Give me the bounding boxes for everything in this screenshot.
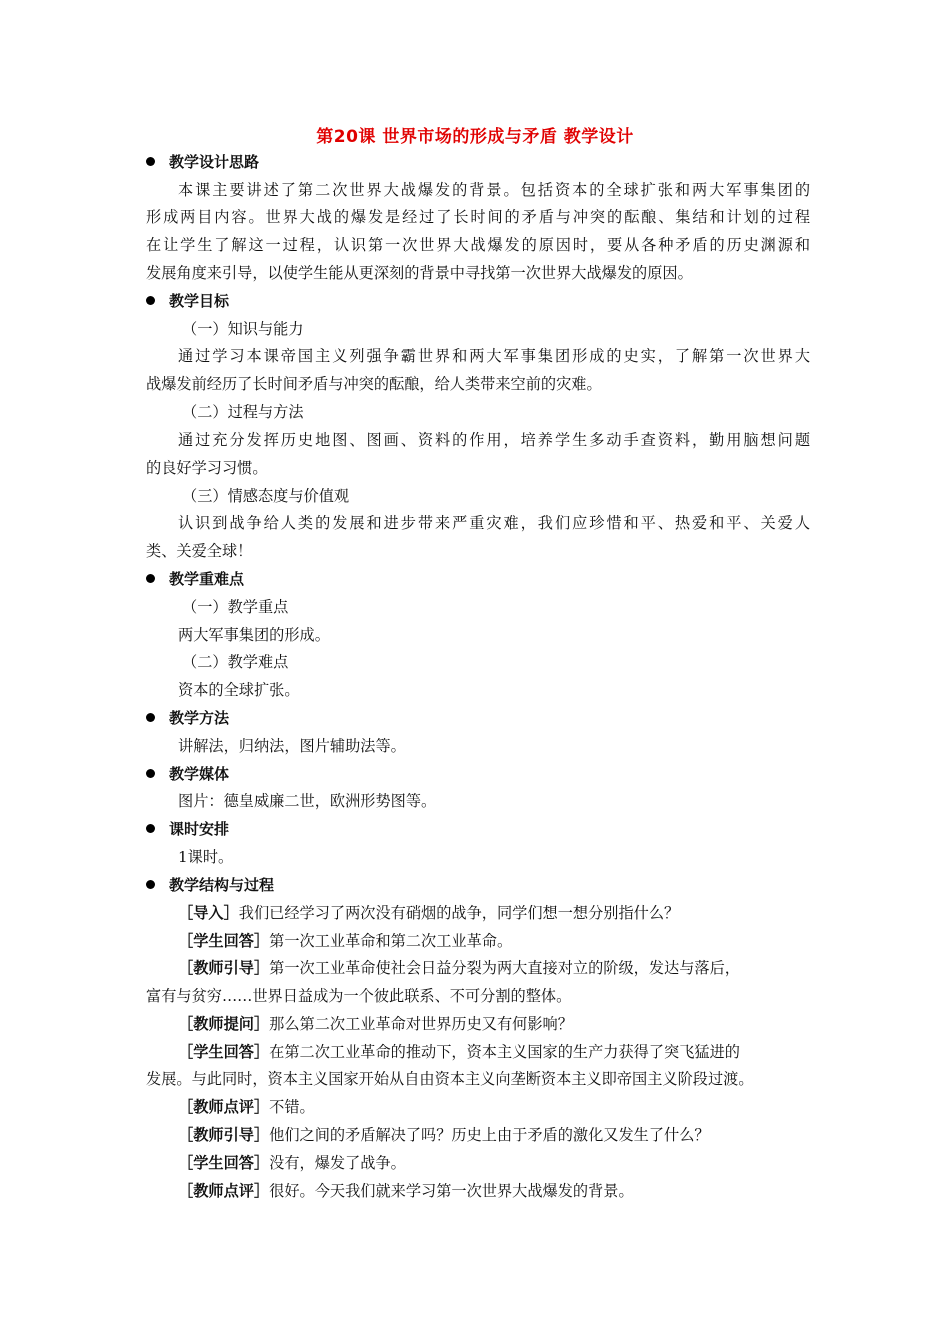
document-title: 第20课 世界市场的形成与矛盾 教学设计 bbox=[316, 127, 634, 147]
dialog-text: 很好。今天我们就来学习第一次世界大战爆发的背景。 bbox=[269, 1182, 634, 1200]
dialog-line bbox=[178, 931, 842, 951]
paragraph-line: 图片：德皇威廉二世，欧洲形势图等。 bbox=[178, 792, 437, 810]
paragraph-line: 本课主要讲述了第二次世界大战爆发的背景。包括资本的全球扩张和两大军事集团的 bbox=[178, 181, 810, 199]
dialog-text: 那么第二次工业革命对世界历史又有何影响？ bbox=[269, 1015, 573, 1033]
dialog-continuation: 富有与贫穷……世界日益成为一个彼此联系、不可分割的整体。 bbox=[146, 987, 572, 1005]
dialog-line bbox=[178, 1125, 842, 1145]
paragraph-line: 形成两目内容。世界大战的爆发是经过了长时间的矛盾与冲突的酝酿、集结和计划的过程 bbox=[146, 208, 810, 226]
dialog-line bbox=[178, 958, 842, 978]
paragraph-line: 资本的全球扩张。 bbox=[178, 681, 300, 699]
bullet-icon bbox=[146, 713, 155, 722]
dialog-line bbox=[178, 903, 842, 923]
dialog-line bbox=[178, 1181, 842, 1201]
paragraph-line: 类、关爱全球！ bbox=[146, 542, 253, 560]
paragraph-line: 战爆发前经历了长时间矛盾与冲突的酝酿，给人类带来空前的灾难。 bbox=[146, 375, 602, 393]
paragraph-line: 认识到战争给人类的发展和进步带来严重灾难，我们应珍惜和平、热爱和平、关爱人 bbox=[178, 514, 810, 532]
section-heading-methods: 教学方法 bbox=[146, 708, 810, 728]
dialog-tag: ［教师点评］ bbox=[178, 1098, 270, 1116]
dialog-continuation: 发展。与此同时，资本主义国家开始从自由资本主义向垄断资本主义即帝国主义阶段过渡。 bbox=[146, 1070, 754, 1088]
dialog-tag: ［学生回答］ bbox=[178, 932, 270, 950]
bullet-icon bbox=[146, 296, 155, 305]
section-heading-key-points: 教学重难点 bbox=[146, 569, 810, 589]
subheading: （一）知识与能力 bbox=[182, 320, 304, 338]
dialog-tag: ［导入］ bbox=[178, 904, 239, 922]
paragraph-line: 1课时。 bbox=[178, 848, 234, 866]
paragraph-line: 两大军事集团的形成。 bbox=[178, 626, 330, 644]
dialog-text: 在第二次工业革命的推动下，资本主义国家的生产力获得了突飞猛进的 bbox=[269, 1043, 740, 1061]
dialog-tag: ［教师点评］ bbox=[178, 1182, 270, 1200]
dialog-line bbox=[178, 1153, 842, 1173]
paragraph-line: 在让学生了解这一过程，认识第一次世界大战爆发的原因时，要从各种矛盾的历史渊源和 bbox=[146, 236, 810, 254]
dialog-tag: ［学生回答］ bbox=[178, 1154, 270, 1172]
dialog-tag: ［教师引导］ bbox=[178, 1126, 270, 1144]
bullet-icon bbox=[146, 574, 155, 583]
section-heading-design-idea: 教学设计思路 bbox=[146, 152, 810, 172]
paragraph-line: 通过充分发挥历史地图、图画、资料的作用，培养学生多动手查资料，勤用脑想问题 bbox=[178, 431, 810, 449]
dialog-text: 我们已经学习了两次没有硝烟的战争，同学们想一想分别指什么？ bbox=[238, 904, 680, 922]
section-heading-objectives: 教学目标 bbox=[146, 291, 810, 311]
bullet-icon bbox=[146, 157, 155, 166]
dialog-tag: ［学生回答］ bbox=[178, 1043, 270, 1061]
dialog-line bbox=[178, 1042, 842, 1062]
bullet-icon bbox=[146, 880, 155, 889]
dialog-text: 第一次工业革命和第二次工业革命。 bbox=[269, 932, 513, 950]
dialog-line bbox=[178, 1097, 842, 1117]
paragraph-line: 讲解法，归纳法，图片辅助法等。 bbox=[178, 737, 406, 755]
subheading: （二）教学难点 bbox=[182, 653, 289, 671]
section-heading-media: 教学媒体 bbox=[146, 764, 810, 784]
dialog-tag: ［教师提问］ bbox=[178, 1015, 270, 1033]
dialog-text: 不错。 bbox=[269, 1098, 315, 1116]
dialog-text: 第一次工业革命使社会日益分裂为两大直接对立的阶级，发达与落后， bbox=[269, 959, 740, 977]
subheading: （一）教学重点 bbox=[182, 598, 289, 616]
dialog-text: 没有，爆发了战争。 bbox=[269, 1154, 406, 1172]
subheading: （三）情感态度与价值观 bbox=[182, 487, 350, 505]
paragraph-line: 通过学习本课帝国主义列强争霸世界和两大军事集团形成的史实，了解第一次世界大 bbox=[178, 347, 810, 365]
dialog-text: 他们之间的矛盾解决了吗？历史上由于矛盾的激化又发生了什么？ bbox=[269, 1126, 710, 1144]
dialog-line bbox=[178, 1014, 842, 1034]
section-heading-schedule: 课时安排 bbox=[146, 819, 810, 839]
paragraph-line: 发展角度来引导，以使学生能从更深刻的背景中寻找第一次世界大战爆发的原因。 bbox=[146, 264, 693, 282]
dialog-tag: ［教师引导］ bbox=[178, 959, 270, 977]
bullet-icon bbox=[146, 824, 155, 833]
section-heading-process: 教学结构与过程 bbox=[146, 875, 810, 895]
subheading: （二）过程与方法 bbox=[182, 403, 304, 421]
bullet-icon bbox=[146, 769, 155, 778]
paragraph-line: 的良好学习习惯。 bbox=[146, 459, 268, 477]
